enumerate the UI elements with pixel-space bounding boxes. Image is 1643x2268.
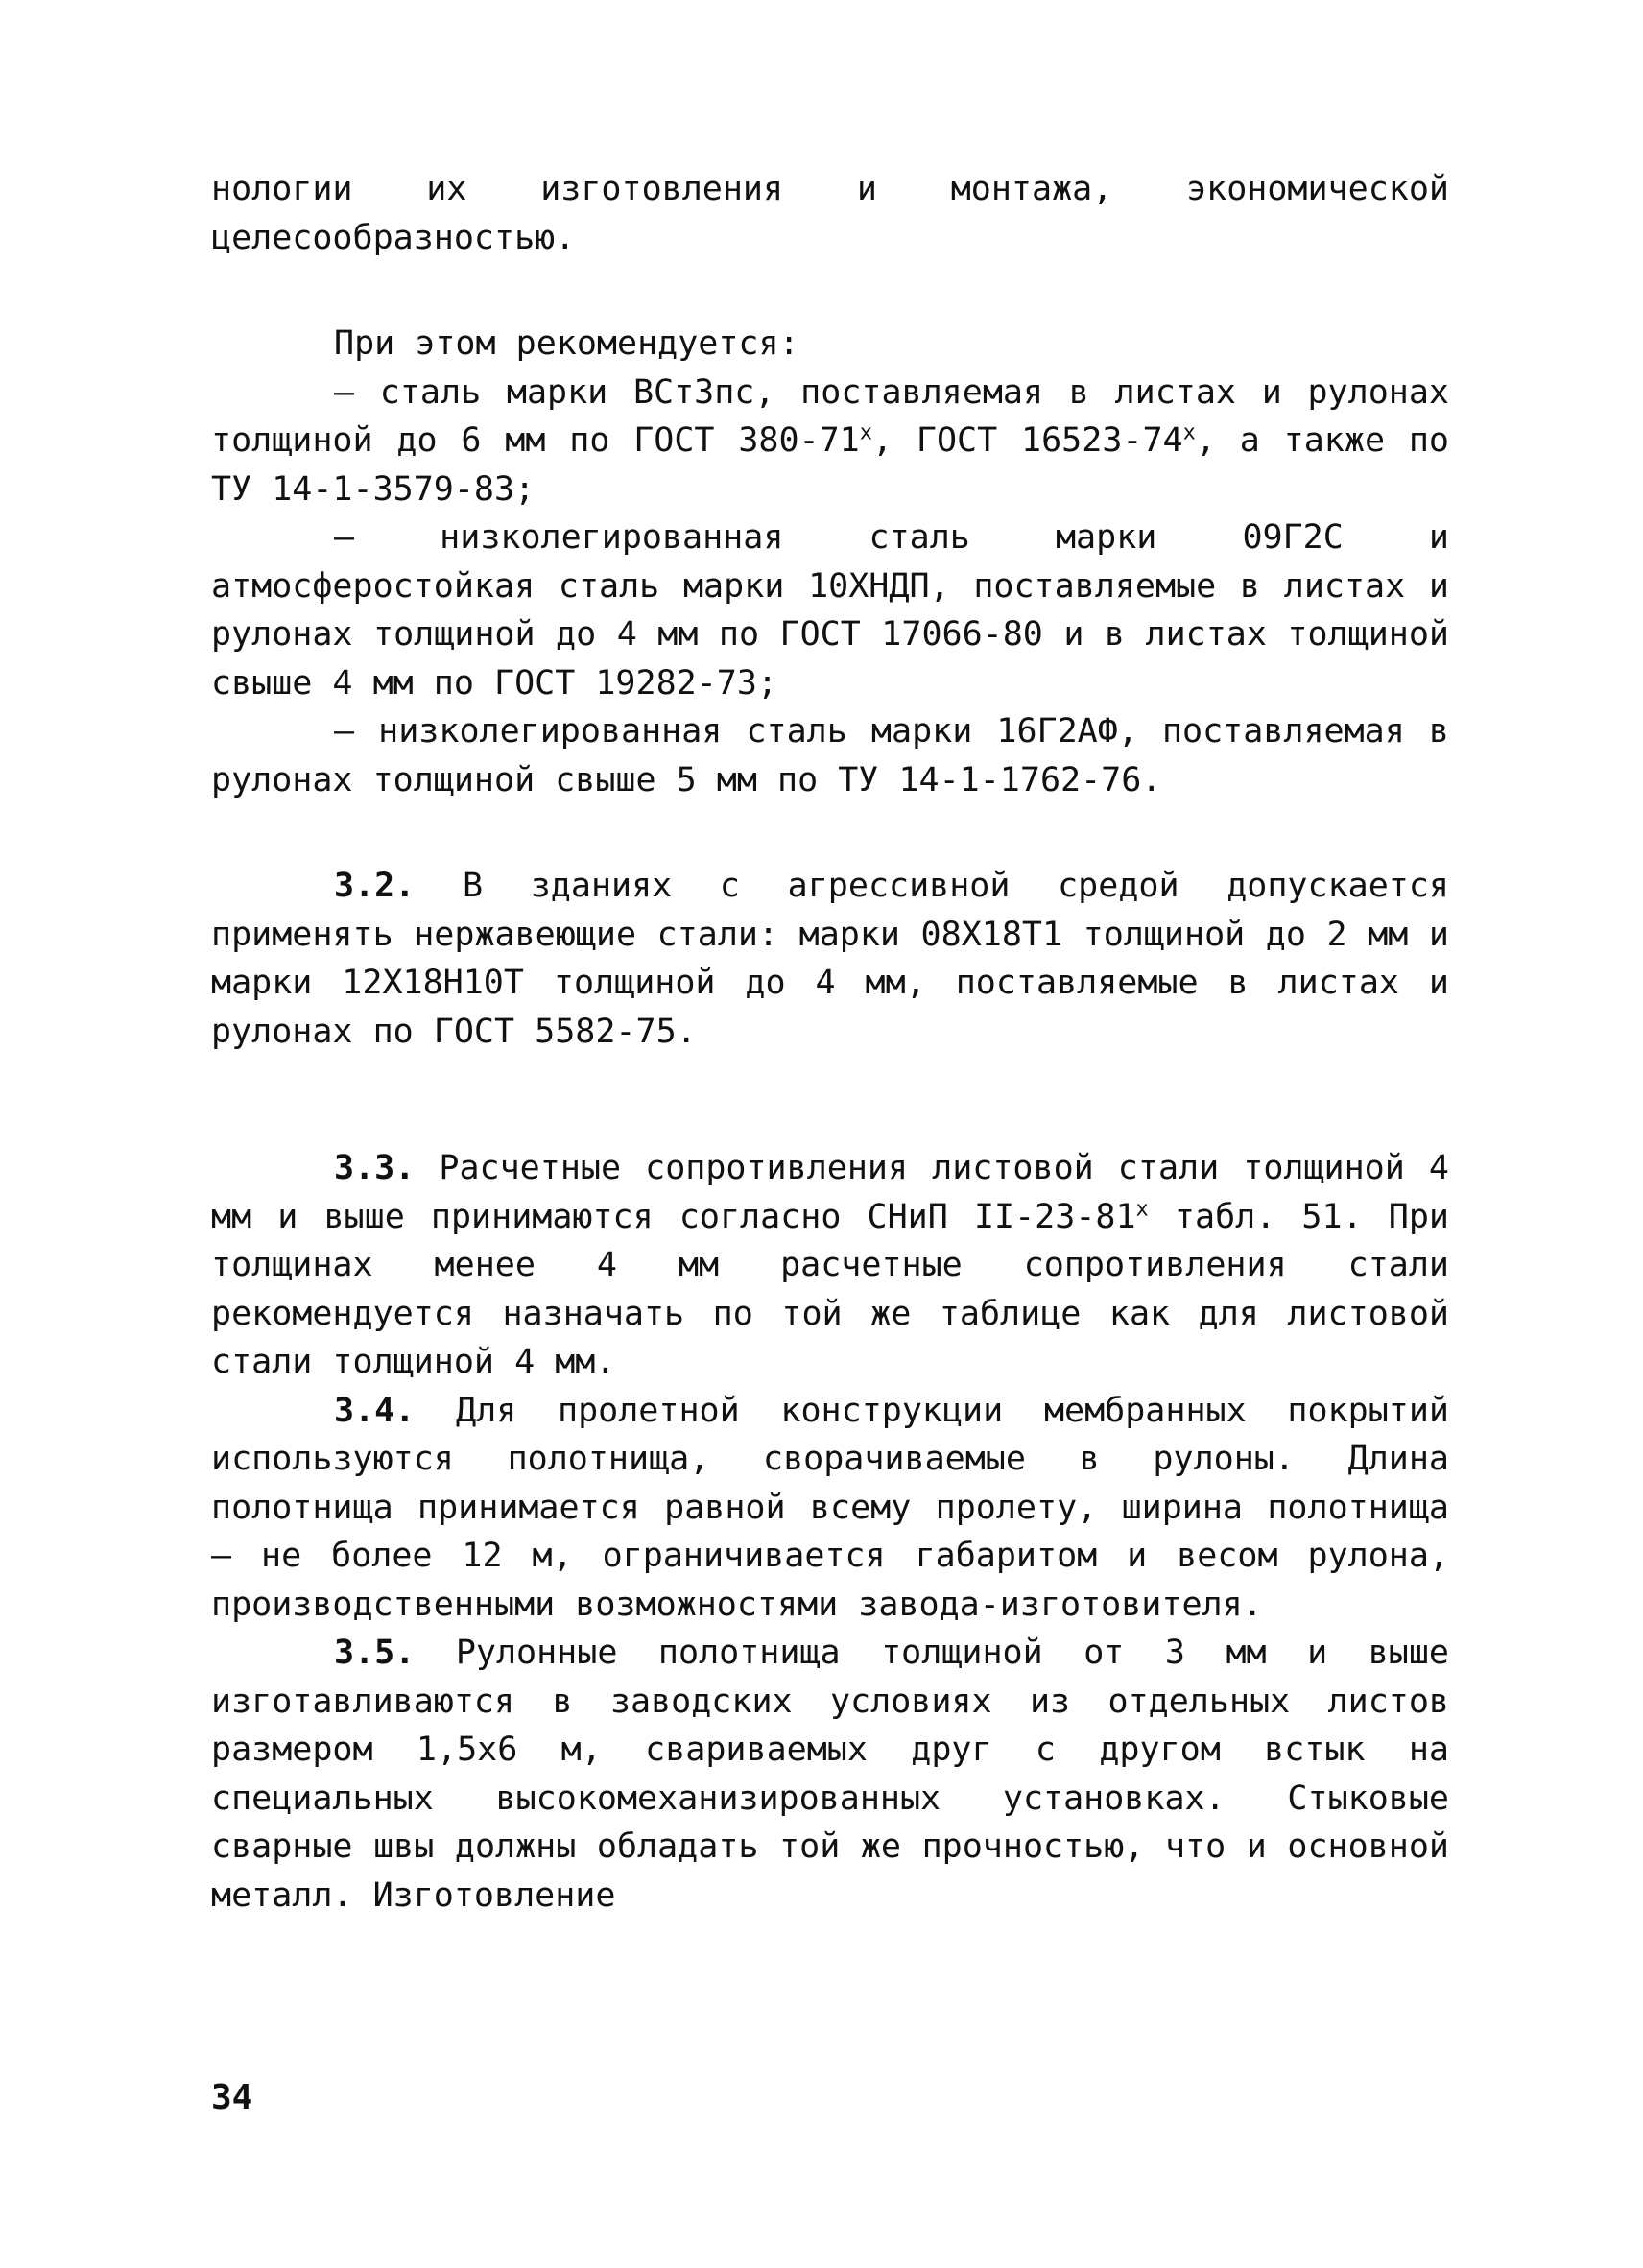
item-1-text-b: , ГОСТ 16523-74 [872,421,1183,460]
intro-text: При этом рекомендуется: [334,324,799,363]
body-text [211,165,1449,1920]
section-3-2 [211,862,1449,1056]
section-3-3-text-b: табл. 51. При толщинах менее 4 мм расчетные сопротивления стали рекомендуется назначать по той же таблице как для листовой стали толщиной 4 мм. [211,1197,1449,1381]
intro-line [211,320,1449,369]
continuation-paragraph [211,165,1449,262]
continuation-text: нологии их изготовления и монтажа, экономической целесообразностью. [211,170,1449,257]
item-2-text: – низколегированная сталь марки 09Г2С и атмосферостойкая сталь марки 10ХНДП, поставляемые в листах и рулонах толщиной до 4 мм по ГОСТ 17066-80 и в листах толщиной свыше 4 мм по ГОСТ 19282-73; [211,518,1449,703]
section-3-3-number: 3.3. [334,1149,416,1187]
section-3-5-text: Рулонные полотнища толщиной от 3 мм и выше изготавливаются в заводских условиях из отдельных листов размером 1,5х6 м, свариваемых друг с другом встык на специальных высокомеханизированных установках. Стыковые сварные швы должны обладать той же прочностью, что и основной металл. Изготовление [211,1634,1450,1915]
item-1-sup-a: х [859,420,873,445]
section-3-3-sup: х [1135,1196,1149,1221]
page-number: 34 [211,2078,253,2117]
item-1-sup-b: х [1182,420,1196,445]
section-3-5-number: 3.5. [334,1634,416,1672]
item-3-text: – низколегированная сталь марки 16Г2АФ, поставляемая в рулонах толщиной свыше 5 мм по ТУ 14-1-1762-76. [211,712,1449,800]
list-item [211,369,1449,514]
section-3-4-number: 3.4. [334,1391,416,1430]
section-3-5 [211,1629,1449,1920]
section-3-4-text: Для пролетной конструкции мембранных покрытий используются полотнища, сворачиваемые в рулоны. Длина полотнища принимается равной всему пролету, ширина полотнища – не более 12 м, ограничивается габаритом и весом рулона, производственными возможностями завода-изготовителя. [211,1391,1449,1624]
list-item [211,707,1449,804]
section-3-3-text-a: Расчетные сопротивления листовой стали толщиной 4 мм и выше принимаются согласно СНиП II-23-81 [211,1149,1449,1236]
item-1-text-c: , а также по ТУ 14-1-3579-83; [211,421,1449,509]
section-3-3 [211,1144,1449,1387]
section-3-2-text: В зданиях с агрессивной средой допускается применять нержавеющие стали: марки 08Х18Т1 толщиной до 2 мм и марки 12Х18Н10Т толщиной до 4 мм, поставляемые в листах и рулонах по ГОСТ 5582-75. [211,867,1450,1051]
item-1-text-a: – сталь марки ВСт3пс, поставляемая в листах и рулонах толщиной до 6 мм по ГОСТ 380-71 [211,372,1449,460]
section-3-4 [211,1387,1449,1630]
list-item [211,513,1449,707]
section-3-2-number: 3.2. [334,867,416,905]
